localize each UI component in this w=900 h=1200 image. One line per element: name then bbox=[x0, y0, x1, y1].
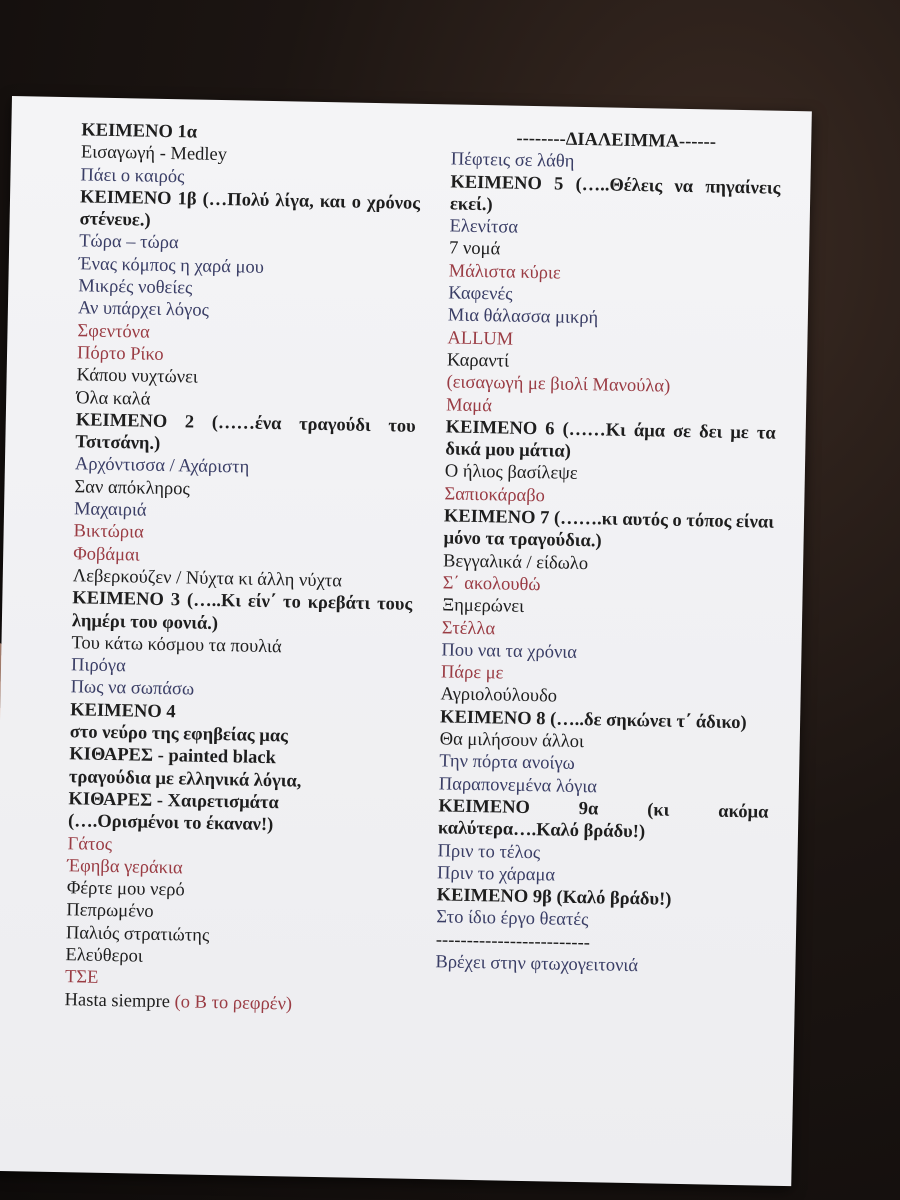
section-heading bbox=[72, 587, 413, 638]
line-text: Μια θάλασσα μικρή bbox=[447, 305, 599, 329]
line-text: ------------------------- bbox=[435, 929, 591, 953]
line-text: Έφηβα γεράκια bbox=[67, 856, 183, 879]
line-text: Γάτος bbox=[67, 833, 113, 855]
line-text: Λεβερκούζεν / Νύχτα κι άλλη νύχτα bbox=[72, 566, 343, 592]
line-text: Αγριολούλουδο bbox=[440, 684, 558, 707]
line-text: Hasta siempre bbox=[64, 989, 171, 1012]
left-column bbox=[64, 119, 421, 1017]
line-text: Αν υπάρχει λόγος bbox=[77, 298, 210, 322]
line-text: Πόρτο Ρίκο bbox=[76, 343, 164, 365]
line-text: Κάπου νυχτώνει bbox=[76, 365, 199, 388]
section-heading bbox=[79, 186, 420, 237]
line-text: Ένας κόμπος η χαρά μου bbox=[78, 254, 265, 278]
line-text: στο νεύρο της εφηβείας μας bbox=[69, 722, 289, 747]
setlist-paper-sheet bbox=[0, 96, 812, 1186]
line-text: Στέλλα bbox=[441, 617, 496, 639]
line-text: ΚΕΙΜΕΝΟ 5 (…..Θέλεις να πηγαίνεις εκεί.) bbox=[449, 172, 781, 216]
section-heading bbox=[445, 416, 776, 467]
line-text: Στο ίδιο έργο θεατές bbox=[436, 907, 589, 931]
line-text: Την πόρτα ανοίγω bbox=[439, 751, 575, 775]
line-text: Όλα καλά bbox=[76, 387, 151, 410]
line-text: ΚΙΘΑΡΕΣ - painted black bbox=[69, 744, 277, 769]
line-text: Πάρε με bbox=[440, 662, 504, 684]
line-text: Θα μιλήσουν άλλοι bbox=[439, 729, 585, 753]
line-text: ALLUM bbox=[447, 328, 514, 350]
line-text: Πιρόγα bbox=[70, 655, 126, 677]
line-text: Μαμά bbox=[445, 394, 493, 416]
right-column bbox=[435, 126, 781, 979]
line-text: Τώρα – τώρα bbox=[79, 231, 179, 254]
line-text: ΚΕΙΜΕΝΟ 4 bbox=[70, 699, 176, 722]
line-text: ΚΕΙΜΕΝΟ 3 (…..Κι είν΄ το κρεβάτι τους λημέρι του φονιά.) bbox=[71, 588, 413, 634]
line-text: ΚΕΙΜΕΝΟ 9β (Καλό βράδυ!) bbox=[436, 885, 672, 910]
line-text: (εισαγωγή με βιολί Μανούλα) bbox=[446, 372, 671, 397]
line-text: ΚΕΙΜΕΝΟ 8 (…..δε σηκώνει τ΄ άδικο) bbox=[439, 707, 747, 733]
line-text: ΚΕΙΜΕΝΟ 7 (…….κι αυτός ο τόπος είναι μόνο τα τραγούδια.) bbox=[443, 506, 775, 552]
line-text: Πέφτεις σε λάθη bbox=[450, 149, 575, 173]
line-text: τραγούδια με ελληνικά λόγια, bbox=[68, 766, 302, 792]
line-text: Βρέχει στην φτωχογειτονιά bbox=[435, 952, 639, 977]
line-text: Παραπονεμένα λόγια bbox=[438, 773, 598, 797]
line-text: Σαν απόκληρος bbox=[74, 477, 191, 500]
line-text: Ελεύθεροι bbox=[65, 945, 143, 967]
line-text: Ο ήλιος βασίλεψε bbox=[444, 461, 578, 485]
line-text: Καραντί bbox=[446, 350, 510, 372]
line-text: Μάλιστα κύριε bbox=[448, 261, 561, 284]
section-heading bbox=[75, 409, 416, 460]
line-text: Βικτώρια bbox=[73, 521, 144, 543]
line-text: Πριν το τέλος bbox=[437, 840, 541, 863]
section-heading bbox=[450, 171, 781, 222]
line-text: Πριν το χάραμα bbox=[436, 863, 556, 886]
line-text: Που ναι τα χρόνια bbox=[441, 640, 578, 663]
line-text: Ελενίτσα bbox=[449, 216, 519, 238]
line-text: Μαχαιριά bbox=[73, 499, 147, 521]
line-text: (….Ορισμένοι το έκαναν!) bbox=[67, 811, 274, 836]
line-text: Σφεντόνα bbox=[77, 320, 151, 343]
line-text: ΚΕΙΜΕΝΟ 9α (κι ακόμα καλύτερα….Καλό βράδυ!) bbox=[437, 796, 769, 843]
section-heading bbox=[443, 505, 774, 556]
line-text: Φοβάμαι bbox=[73, 543, 140, 566]
line-text: Φέρτε μου νερό bbox=[66, 878, 185, 901]
line-text: Καφενές bbox=[448, 283, 513, 305]
line-text: Παλιός στρατιώτης bbox=[65, 922, 210, 946]
line-text: Ξημερώνει bbox=[442, 595, 525, 618]
line-text: ΚΙΘΑΡΕΣ - Χαιρετισμάτα bbox=[68, 789, 280, 814]
line-text: ΚΕΙΜΕΝΟ 6 (……Κι άμα σε δει με τα δικά μου μάτια) bbox=[445, 417, 776, 462]
section-heading bbox=[438, 795, 769, 846]
line-text: ΚΕΙΜΕΝΟ 1β (…Πολύ λίγα, και ο χρόνος στένευε.) bbox=[79, 187, 421, 231]
line-text: Πως να σωπάσω bbox=[70, 677, 195, 701]
line-text: Εισαγωγή - Medley bbox=[80, 142, 228, 166]
line-text: ΤΣΕ bbox=[64, 967, 99, 989]
line-text: Σαπιοκάραβο bbox=[444, 484, 546, 507]
line-text: Μικρές νοθείες bbox=[78, 276, 193, 299]
line-text: 7 νομά bbox=[448, 238, 501, 260]
line-text: Πάει ο καιρός bbox=[80, 164, 185, 187]
line-text: --------ΔΙΑΛΕΙΜΜΑ------ bbox=[516, 128, 717, 153]
line-text: Πεπρωμένο bbox=[66, 900, 154, 923]
line-text: Βεγγαλικά / είδωλο bbox=[442, 551, 589, 574]
line-note: (ο Β το ρεφρέν) bbox=[169, 991, 293, 1015]
line-text: Του κάτω κόσμου τα πουλιά bbox=[71, 633, 282, 658]
line-text: Σ΄ ακολουθώ bbox=[442, 573, 541, 596]
line-text: ΚΕΙΜΕΝΟ 2 (……ένα τραγούδι του Τσιτσάνη.) bbox=[75, 410, 416, 455]
line-text: Αρχόντισσα / Αχάριστη bbox=[74, 454, 250, 479]
line-text: ΚΕΙΜΕΝΟ 1α bbox=[81, 120, 198, 143]
